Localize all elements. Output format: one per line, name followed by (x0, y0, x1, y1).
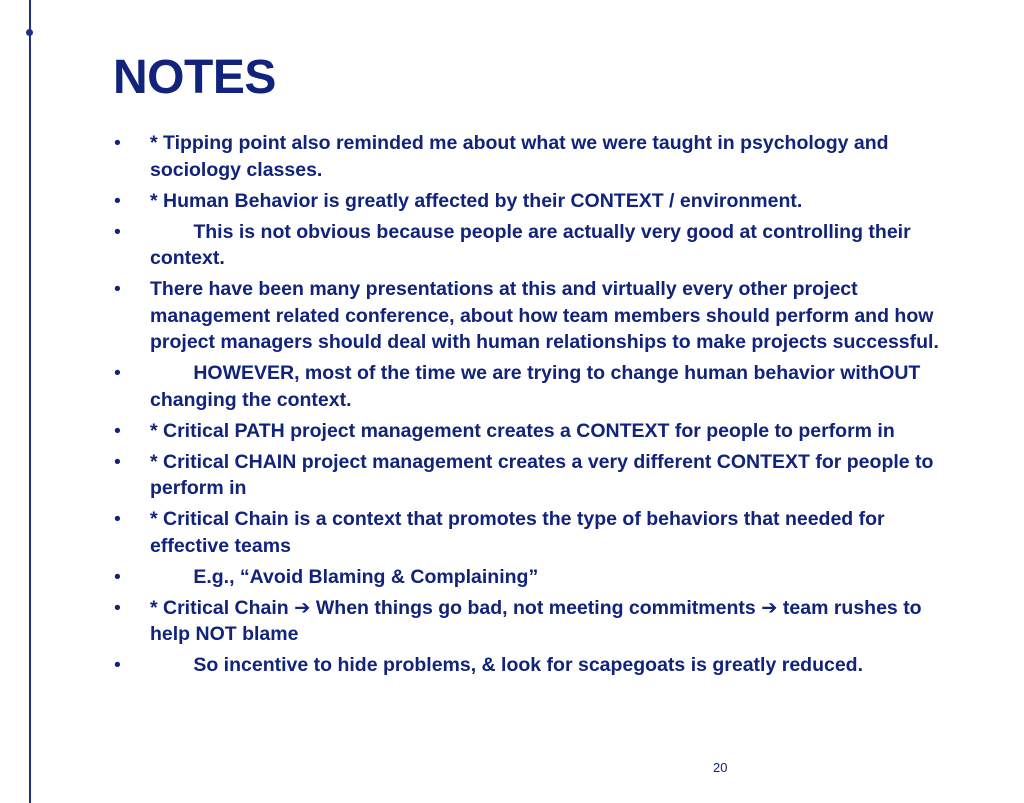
note-text: * Human Behavior is greatly affected by their CONTEXT / environment. (150, 189, 803, 212)
note-item-7 (112, 449, 942, 502)
slide-left-rule (29, 0, 31, 803)
note-item-1 (112, 130, 942, 183)
note-text: E.g., “Avoid Blaming & Complaining” (150, 565, 539, 588)
note-text: * Tipping point also reminded me about what we were taught in psychology and sociology classes. (150, 132, 894, 181)
note-item-6 (112, 418, 942, 445)
note-item-8 (112, 506, 942, 559)
notes-list (112, 130, 942, 683)
bullet-marker: • (114, 508, 121, 530)
note-item-3 (112, 219, 942, 272)
bullet-marker: • (114, 450, 121, 473)
bullet-marker: • (114, 132, 121, 154)
note-item-10 (112, 595, 942, 648)
note-item-5 (112, 360, 942, 413)
note-text: So incentive to hide problems, & look for scapegoats is greatly reduced. (150, 654, 864, 676)
slide-rule-dot (26, 29, 33, 36)
bullet-marker: • (114, 189, 121, 212)
bullet-marker: • (114, 278, 121, 300)
note-text: HOWEVER, most of the time we are trying to change human behavior withOUT changing the context. (150, 362, 926, 411)
bullet-marker: • (114, 654, 121, 676)
bullet-marker: • (114, 362, 121, 384)
bullet-marker: • (114, 419, 121, 442)
page-number: 20 (713, 760, 728, 775)
note-item-4 (112, 276, 942, 356)
bullet-marker: • (114, 596, 121, 619)
note-item-9 (112, 564, 942, 591)
slide-title: NOTES (113, 51, 276, 104)
note-text: This is not obvious because people are actually very good at controlling their context. (150, 220, 917, 269)
bullet-marker: • (114, 565, 121, 588)
note-item-2 (112, 188, 942, 215)
note-text: * Critical CHAIN project management creates a very different CONTEXT for people to perform in (150, 450, 939, 499)
note-text: There have been many presentations at this and virtually every other project management related conference, about how team members should perform and how project managers should deal with human relationships to make projects successful. (150, 278, 939, 353)
note-item-11 (112, 652, 942, 679)
note-text: * Critical PATH project management creates a CONTEXT for people to perform in (150, 419, 895, 442)
bullet-marker: • (114, 220, 121, 243)
note-text: * Critical Chain ➔ When things go bad, not meeting commitments ➔ team rushes to help NOT blame (150, 596, 928, 645)
note-text: * Critical Chain is a context that promotes the type of behaviors that needed for effective teams (150, 508, 891, 557)
